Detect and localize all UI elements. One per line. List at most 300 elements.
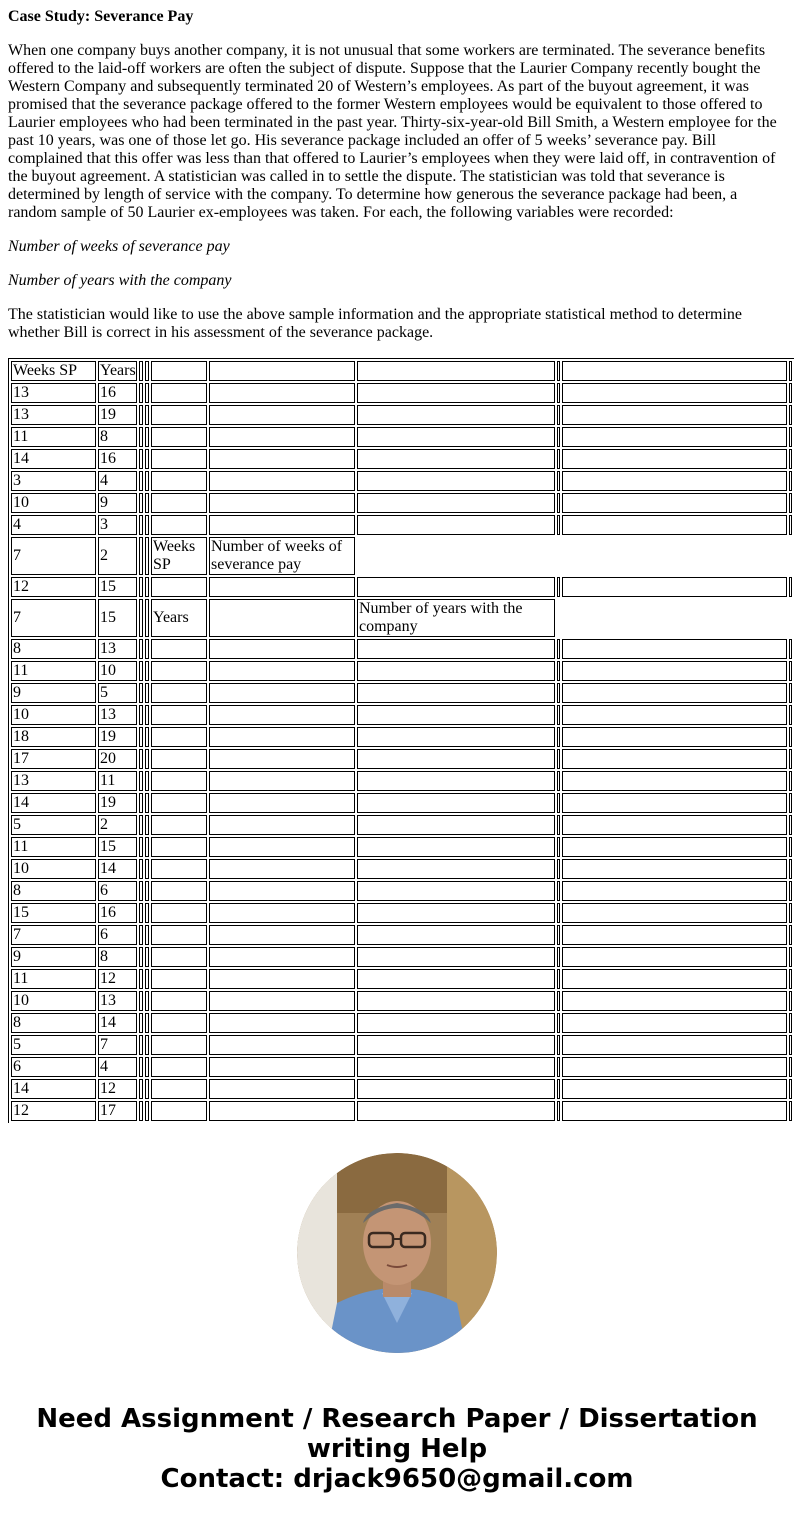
empty-cell	[209, 837, 355, 857]
empty-cell	[789, 683, 792, 703]
empty-cell	[145, 947, 149, 967]
empty-cell	[557, 683, 560, 703]
empty-cell	[209, 1057, 355, 1077]
empty-cell	[557, 577, 560, 597]
empty-cell	[789, 1101, 792, 1121]
empty-cell	[145, 599, 149, 637]
promo-contact: Contact: drjack9650@gmail.com	[160, 1464, 634, 1494]
empty-cell	[209, 903, 355, 923]
empty-cell	[145, 1013, 149, 1033]
legend-weeks-desc: Number of weeks of severance pay	[209, 537, 355, 575]
empty-cell	[557, 427, 560, 447]
empty-cell	[151, 639, 207, 659]
empty-cell	[562, 427, 787, 447]
empty-cell	[139, 515, 143, 535]
cell-weeks: 5	[11, 815, 96, 835]
person-photo-icon	[297, 1153, 497, 1353]
empty-cell	[145, 1101, 149, 1121]
empty-cell	[562, 1057, 787, 1077]
cell-years: 20	[98, 749, 137, 769]
empty-cell	[139, 1035, 143, 1055]
table-row	[11, 661, 792, 681]
table-row	[11, 969, 792, 989]
cell-years: 6	[98, 881, 137, 901]
empty-cell	[557, 815, 560, 835]
empty-cell	[562, 991, 787, 1011]
empty-cell	[145, 925, 149, 945]
table-header-row	[11, 361, 792, 381]
cell-weeks: 18	[11, 727, 96, 747]
empty-cell	[209, 471, 355, 491]
header-years: Years	[100, 362, 136, 379]
empty-cell	[145, 661, 149, 681]
empty-cell	[562, 771, 787, 791]
cell-years: 14	[98, 1013, 137, 1033]
empty-cell	[209, 705, 355, 725]
cell-years: 13	[98, 639, 137, 659]
empty-cell	[562, 1035, 787, 1055]
empty-cell	[151, 427, 207, 447]
empty-cell	[145, 427, 149, 447]
empty-cell	[562, 361, 787, 381]
table-row	[11, 383, 792, 403]
table-row	[11, 881, 792, 901]
empty-cell	[145, 771, 149, 791]
empty-cell	[357, 1101, 555, 1121]
empty-cell	[139, 793, 143, 813]
empty-cell	[209, 383, 355, 403]
empty-cell	[151, 793, 207, 813]
cell-years: 8	[98, 427, 137, 447]
empty-cell	[151, 705, 207, 725]
empty-cell	[209, 1035, 355, 1055]
header-weeks: Weeks SP	[11, 361, 96, 381]
empty-cell	[357, 947, 555, 967]
empty-cell	[789, 771, 792, 791]
empty-cell	[209, 969, 355, 989]
empty-cell	[562, 449, 787, 469]
empty-cell	[151, 1013, 207, 1033]
empty-cell	[139, 493, 143, 513]
empty-cell	[789, 837, 792, 857]
empty-cell	[357, 405, 555, 425]
cell-years: 16	[98, 903, 137, 923]
empty-cell	[145, 361, 149, 381]
empty-cell	[151, 1101, 207, 1121]
empty-cell	[357, 859, 555, 879]
empty-cell	[145, 405, 149, 425]
empty-cell	[145, 471, 149, 491]
table-row	[11, 1079, 792, 1099]
empty-cell	[562, 1101, 787, 1121]
cell-weeks: 14	[11, 1079, 96, 1099]
empty-cell	[789, 383, 792, 403]
empty-cell	[209, 361, 355, 381]
cell-years: 19	[98, 405, 137, 425]
empty-cell	[357, 837, 555, 857]
empty-cell	[789, 749, 792, 769]
table-row	[11, 705, 792, 725]
empty-cell	[557, 749, 560, 769]
empty-cell	[557, 881, 560, 901]
empty-cell	[357, 577, 555, 597]
empty-cell	[357, 1035, 555, 1055]
empty-cell	[557, 661, 560, 681]
empty-cell	[145, 1079, 149, 1099]
empty-cell	[562, 639, 787, 659]
empty-cell	[139, 361, 143, 381]
empty-cell	[145, 749, 149, 769]
empty-cell	[139, 881, 143, 901]
empty-cell	[209, 727, 355, 747]
empty-cell	[139, 1057, 143, 1077]
cell-years: 2	[98, 537, 137, 575]
empty-cell	[557, 1101, 560, 1121]
empty-cell	[145, 969, 149, 989]
table-row	[11, 1101, 792, 1121]
empty-cell	[139, 537, 143, 575]
cell-weeks: 13	[11, 771, 96, 791]
empty-cell	[145, 903, 149, 923]
empty-cell	[151, 383, 207, 403]
cell-weeks: 14	[11, 449, 96, 469]
empty-cell	[151, 969, 207, 989]
empty-cell	[789, 793, 792, 813]
empty-cell	[139, 1101, 143, 1121]
empty-cell	[151, 577, 207, 597]
table-row	[11, 749, 792, 769]
empty-cell	[562, 471, 787, 491]
empty-cell	[209, 925, 355, 945]
cell-years: 19	[98, 727, 137, 747]
empty-cell	[209, 577, 355, 597]
empty-cell	[209, 661, 355, 681]
empty-cell	[139, 859, 143, 879]
empty-cell	[562, 1079, 787, 1099]
cell-years: 4	[98, 471, 137, 491]
empty-cell	[139, 1013, 143, 1033]
empty-cell	[557, 1035, 560, 1055]
cell-years: 16	[98, 449, 137, 469]
table-row	[11, 537, 792, 575]
empty-cell	[357, 1057, 555, 1077]
empty-cell	[557, 771, 560, 791]
empty-cell	[145, 577, 149, 597]
empty-cell	[151, 859, 207, 879]
empty-cell	[789, 815, 792, 835]
empty-cell	[151, 947, 207, 967]
cell-years: 12	[98, 1079, 137, 1099]
empty-cell	[209, 493, 355, 513]
empty-cell	[562, 903, 787, 923]
empty-cell	[151, 661, 207, 681]
cell-weeks: 10	[11, 705, 96, 725]
empty-cell	[562, 661, 787, 681]
cell-weeks: 10	[11, 493, 96, 513]
empty-cell	[209, 771, 355, 791]
empty-cell	[139, 771, 143, 791]
cell-years: 13	[98, 991, 137, 1011]
severance-data-table	[8, 358, 794, 1123]
empty-cell	[357, 661, 555, 681]
table-row	[11, 515, 792, 535]
empty-cell	[562, 925, 787, 945]
empty-cell	[151, 1057, 207, 1077]
empty-cell	[557, 991, 560, 1011]
empty-cell	[139, 449, 143, 469]
cell-weeks: 10	[11, 991, 96, 1011]
empty-cell	[209, 1079, 355, 1099]
empty-cell	[562, 793, 787, 813]
empty-cell	[209, 1101, 355, 1121]
empty-cell	[557, 1057, 560, 1077]
empty-cell	[357, 903, 555, 923]
empty-cell	[139, 383, 143, 403]
empty-cell	[562, 727, 787, 747]
empty-cell	[789, 449, 792, 469]
cell-years: 9	[98, 493, 137, 513]
empty-cell	[357, 383, 555, 403]
table-row	[11, 449, 792, 469]
empty-cell	[789, 361, 792, 381]
empty-cell	[151, 903, 207, 923]
empty-cell	[789, 1035, 792, 1055]
empty-cell	[151, 815, 207, 835]
variable-years-label: Number of years with the company	[8, 272, 232, 289]
empty-cell	[139, 683, 143, 703]
empty-cell	[357, 515, 555, 535]
empty-cell	[789, 947, 792, 967]
empty-cell	[151, 471, 207, 491]
empty-cell	[145, 881, 149, 901]
empty-cell	[209, 1013, 355, 1033]
empty-cell	[789, 1013, 792, 1033]
table-row	[11, 1057, 792, 1077]
table-row	[11, 991, 792, 1011]
cell-weeks: 9	[11, 683, 96, 703]
empty-cell	[357, 1079, 555, 1099]
empty-cell	[357, 361, 555, 381]
empty-cell	[557, 515, 560, 535]
promo-line-2: writing Help	[306, 1434, 488, 1464]
cell-years: 7	[98, 1035, 137, 1055]
empty-cell	[562, 969, 787, 989]
empty-cell	[139, 471, 143, 491]
empty-cell	[145, 837, 149, 857]
empty-cell	[557, 361, 560, 381]
empty-cell	[562, 837, 787, 857]
cell-years: 13	[98, 705, 137, 725]
empty-cell	[151, 493, 207, 513]
promo-banner	[0, 1404, 794, 1494]
cell-weeks: 15	[11, 903, 96, 923]
empty-cell	[139, 969, 143, 989]
empty-cell	[557, 1013, 560, 1033]
empty-cell	[139, 727, 143, 747]
cell-weeks: 8	[11, 881, 96, 901]
table-row	[11, 837, 792, 857]
cell-years: 15	[98, 837, 137, 857]
cell-weeks: 11	[11, 837, 96, 857]
empty-cell	[145, 683, 149, 703]
empty-cell	[357, 881, 555, 901]
empty-cell	[562, 947, 787, 967]
empty-cell	[789, 493, 792, 513]
empty-cell	[557, 449, 560, 469]
empty-cell	[151, 881, 207, 901]
empty-cell	[209, 881, 355, 901]
cell-weeks: 6	[11, 1057, 96, 1077]
promo-line-1: Need Assignment / Research Paper / Dissertation	[36, 1404, 758, 1434]
table-row	[11, 683, 792, 703]
cell-years: 19	[98, 793, 137, 813]
empty-cell	[209, 991, 355, 1011]
empty-cell	[357, 471, 555, 491]
empty-cell	[209, 749, 355, 769]
empty-cell	[151, 405, 207, 425]
cell-years: 16	[98, 383, 137, 403]
empty-cell	[209, 947, 355, 967]
empty-cell	[151, 925, 207, 945]
cell-weeks: 10	[11, 859, 96, 879]
empty-cell	[139, 427, 143, 447]
empty-cell	[789, 925, 792, 945]
cell-weeks: 3	[11, 471, 96, 491]
cell-years: 15	[98, 599, 137, 637]
empty-cell	[145, 493, 149, 513]
empty-cell	[151, 1035, 207, 1055]
empty-cell	[357, 639, 555, 659]
page-title: Case Study: Severance Pay	[8, 8, 194, 25]
cell-years: 14	[98, 859, 137, 879]
empty-cell	[562, 493, 787, 513]
empty-cell	[557, 405, 560, 425]
empty-cell	[151, 515, 207, 535]
cell-weeks: 8	[11, 639, 96, 659]
empty-cell	[357, 427, 555, 447]
cell-years: 8	[98, 947, 137, 967]
table-row	[11, 493, 792, 513]
cell-years: 2	[98, 815, 137, 835]
empty-cell	[209, 449, 355, 469]
empty-cell	[562, 881, 787, 901]
empty-cell	[562, 405, 787, 425]
empty-cell	[209, 515, 355, 535]
cell-weeks: 17	[11, 749, 96, 769]
empty-cell	[209, 793, 355, 813]
empty-cell	[562, 383, 787, 403]
cell-weeks: 7	[11, 537, 96, 575]
blank-area	[357, 537, 792, 575]
empty-cell	[557, 925, 560, 945]
empty-cell	[209, 683, 355, 703]
empty-cell	[562, 515, 787, 535]
empty-cell	[789, 903, 792, 923]
cell-weeks: 4	[11, 515, 96, 535]
empty-cell	[151, 449, 207, 469]
cell-years: 4	[98, 1057, 137, 1077]
empty-cell	[145, 793, 149, 813]
table-row	[11, 793, 792, 813]
empty-cell	[139, 991, 143, 1011]
cell-weeks: 7	[11, 925, 96, 945]
empty-cell	[145, 727, 149, 747]
empty-cell	[357, 683, 555, 703]
table-row	[11, 1013, 792, 1033]
empty-cell	[557, 903, 560, 923]
empty-cell	[209, 599, 355, 637]
table-row	[11, 1035, 792, 1055]
empty-cell	[151, 361, 207, 381]
empty-cell	[139, 749, 143, 769]
table-row	[11, 427, 792, 447]
empty-cell	[557, 493, 560, 513]
document-body	[8, 8, 786, 358]
empty-cell	[145, 859, 149, 879]
empty-cell	[557, 639, 560, 659]
empty-cell	[151, 683, 207, 703]
empty-cell	[562, 859, 787, 879]
cell-years: 5	[98, 683, 137, 703]
empty-cell	[145, 639, 149, 659]
empty-cell	[557, 947, 560, 967]
table-row	[11, 471, 792, 491]
empty-cell	[789, 859, 792, 879]
cell-years: 10	[98, 661, 137, 681]
empty-cell	[789, 1079, 792, 1099]
empty-cell	[789, 577, 792, 597]
empty-cell	[145, 383, 149, 403]
cell-weeks: 11	[11, 661, 96, 681]
empty-cell	[562, 683, 787, 703]
cell-weeks: 5	[11, 1035, 96, 1055]
empty-cell	[145, 705, 149, 725]
empty-cell	[357, 727, 555, 747]
empty-cell	[139, 837, 143, 857]
cell-years: 15	[98, 577, 137, 597]
cell-weeks: 11	[11, 969, 96, 989]
empty-cell	[209, 405, 355, 425]
cell-weeks: 13	[11, 383, 96, 403]
empty-cell	[357, 449, 555, 469]
table-row	[11, 815, 792, 835]
empty-cell	[789, 639, 792, 659]
empty-cell	[357, 493, 555, 513]
cell-weeks: 11	[11, 427, 96, 447]
empty-cell	[209, 427, 355, 447]
table-row	[11, 903, 792, 923]
empty-cell	[139, 577, 143, 597]
empty-cell	[145, 815, 149, 835]
empty-cell	[557, 969, 560, 989]
cell-weeks: 14	[11, 793, 96, 813]
empty-cell	[562, 815, 787, 835]
empty-cell	[209, 815, 355, 835]
cell-weeks: 12	[11, 577, 96, 597]
empty-cell	[357, 1013, 555, 1033]
empty-cell	[139, 405, 143, 425]
table-row	[11, 925, 792, 945]
empty-cell	[557, 383, 560, 403]
empty-cell	[151, 727, 207, 747]
empty-cell	[789, 705, 792, 725]
empty-cell	[789, 515, 792, 535]
empty-cell	[145, 1035, 149, 1055]
variable-weeks-label: Number of weeks of severance pay	[8, 238, 230, 255]
empty-cell	[209, 639, 355, 659]
empty-cell	[209, 859, 355, 879]
legend-years-key: Years	[151, 599, 207, 637]
